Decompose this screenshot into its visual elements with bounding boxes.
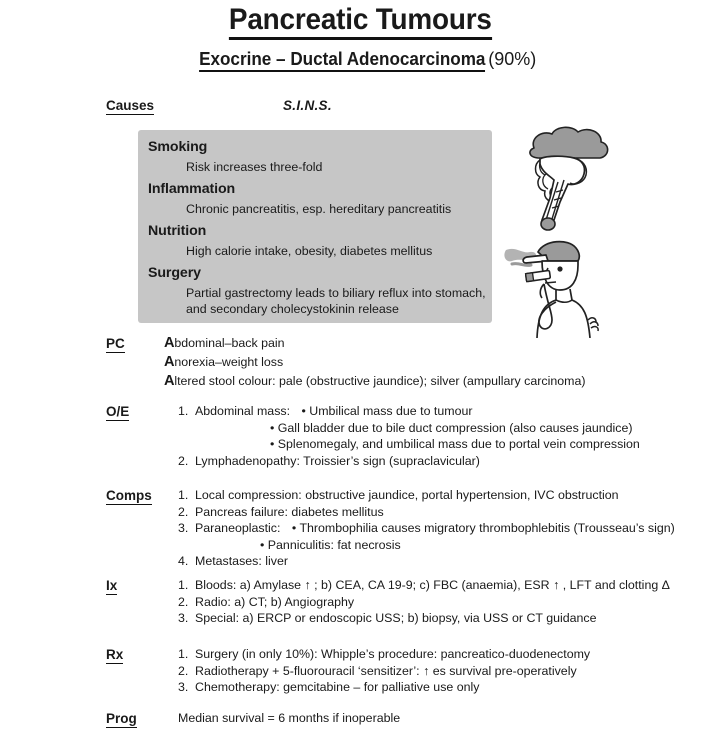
cause-head-inflammation: Inflammation bbox=[148, 181, 236, 197]
page-title-text: Pancreatic Tumours bbox=[229, 4, 492, 40]
prog-text: Median survival = 6 months if inoperable bbox=[178, 711, 401, 725]
smoking-finger-icon bbox=[516, 120, 618, 235]
comps-bullet-1: • Thrombophilia causes migratory thrombophlebitis (Trousseau’s sign) bbox=[291, 521, 675, 536]
pc-text-1: bdominal–back pain bbox=[174, 336, 285, 350]
pc-cap-3: A bbox=[164, 373, 175, 389]
oe-bullet-1: • Umbilical mass due to tumour bbox=[301, 404, 473, 418]
rx-item-2-number: 2. bbox=[178, 663, 189, 678]
oe-item-1-text: Abdominal mass: bbox=[195, 404, 291, 418]
cause-detail-surgery-1: Partial gastrectomy leads to biliary reflux into stomach, bbox=[186, 286, 486, 300]
subtitle-percent: (90%) bbox=[488, 49, 537, 69]
comps-item-3-number: 3. bbox=[178, 521, 189, 536]
cause-head-surgery: Surgery bbox=[148, 265, 201, 281]
comps-item-3 bbox=[178, 520, 675, 537]
section-label-causes: Causes bbox=[106, 98, 155, 113]
oe-item-1 bbox=[178, 403, 640, 420]
comps-item-2-text: Pancreas failure: diabetes mellitus bbox=[195, 504, 384, 519]
comps-content bbox=[178, 487, 675, 570]
section-label-pc: PC bbox=[106, 336, 125, 351]
comps-item-2 bbox=[178, 504, 675, 521]
comps-item-4 bbox=[178, 553, 675, 570]
comps-item-1-text: Local compression: obstructive jaundice, portal hypertension, IVC obstruction bbox=[195, 488, 619, 502]
smoker-person-icon bbox=[498, 232, 610, 338]
subtitle-main: Exocrine – Ductal Adenocarcinoma bbox=[199, 50, 485, 72]
rx-item-2-text: Radiotherapy + 5-fluorouracil ‘sensitizer’: ↑ es survival pre-operatively bbox=[195, 663, 577, 678]
comps-item-4-number: 4. bbox=[178, 554, 189, 569]
ix-item-2-number: 2. bbox=[178, 594, 189, 609]
rx-item-3 bbox=[178, 679, 590, 696]
section-label-comps: Comps bbox=[106, 488, 152, 503]
pc-text-3: ltered stool colour: pale (obstructive jaundice); silver (ampullary carcinoma) bbox=[174, 374, 586, 388]
cause-detail-surgery-2: and secondary cholecystokinin release bbox=[186, 302, 399, 316]
ix-item-1-number: 1. bbox=[178, 578, 189, 592]
prog-content bbox=[178, 710, 400, 727]
ix-item-3-text: Special: a) ERCP or endoscopic USS; b) biopsy, via USS or CT guidance bbox=[195, 611, 597, 626]
section-label-ix: Ix bbox=[106, 578, 118, 593]
pc-cap-1: A bbox=[164, 335, 175, 351]
ix-item-1 bbox=[178, 577, 670, 594]
rx-item-3-text: Chemotherapy: gemcitabine – for palliative use only bbox=[195, 680, 480, 695]
comps-item-4-text: Metastases: liver bbox=[195, 554, 288, 569]
oe-item-2 bbox=[178, 453, 640, 470]
comps-item-1 bbox=[178, 487, 675, 504]
ix-item-2-text: Radio: a) CT; b) Angiography bbox=[195, 594, 355, 609]
rx-item-2 bbox=[178, 663, 590, 680]
ix-item-3-number: 3. bbox=[178, 611, 189, 626]
cause-detail-smoking: Risk increases three-fold bbox=[186, 160, 323, 174]
causes-box bbox=[138, 130, 492, 323]
pc-content bbox=[164, 334, 585, 391]
pc-cap-2: A bbox=[164, 354, 175, 370]
oe-item-1-number: 1. bbox=[178, 404, 189, 418]
pc-text-2: norexia–weight loss bbox=[174, 355, 284, 369]
section-label-rx: Rx bbox=[106, 647, 124, 662]
oe-bullet-3: • Splenomegaly, and umbilical mass due to portal vein compression bbox=[270, 437, 640, 452]
cause-detail-inflammation: Chronic pancreatitis, esp. hereditary pancreatitis bbox=[186, 202, 452, 216]
cause-head-nutrition: Nutrition bbox=[148, 223, 207, 239]
rx-item-3-number: 3. bbox=[178, 680, 189, 695]
rx-content bbox=[178, 646, 590, 696]
cause-head-smoking: Smoking bbox=[148, 139, 208, 155]
pc-line-2 bbox=[164, 353, 585, 372]
oe-item-2-text: Lymphadenopathy: Troissier’s sign (supraclavicular) bbox=[195, 453, 480, 468]
ix-item-3 bbox=[178, 610, 670, 627]
causes-mnemonic: S.I.N.S. bbox=[283, 98, 332, 113]
pc-line-3 bbox=[164, 372, 585, 391]
section-label-oe: O/E bbox=[106, 404, 130, 419]
comps-item-2-number: 2. bbox=[178, 504, 189, 519]
ix-item-1-text: Bloods: a) Amylase ↑ ; b) CEA, CA 19-9; c) FBC (anaemia), ESR ↑ , LFT and clotting Δ bbox=[195, 578, 670, 592]
rx-item-1-text: Surgery (in only 10%): Whipple’s procedure: pancreatico-duodenectomy bbox=[195, 647, 591, 661]
subtitle bbox=[0, 50, 720, 72]
comps-item-1-number: 1. bbox=[178, 488, 189, 502]
comps-item-3-text: Paraneoplastic: bbox=[195, 521, 281, 536]
pc-line-1 bbox=[164, 334, 585, 353]
rx-item-1-number: 1. bbox=[178, 647, 189, 661]
oe-content bbox=[178, 403, 640, 469]
oe-bullet-2: • Gall bladder due to bile duct compression (also causes jaundice) bbox=[270, 420, 633, 435]
ix-item-2 bbox=[178, 594, 670, 611]
comps-bullet-2: • Panniculitis: fat necrosis bbox=[260, 537, 401, 552]
cause-detail-nutrition: High calorie intake, obesity, diabetes mellitus bbox=[186, 244, 433, 258]
page-title bbox=[0, 4, 720, 40]
oe-item-2-number: 2. bbox=[178, 453, 189, 468]
ix-content bbox=[178, 577, 670, 627]
rx-item-1 bbox=[178, 646, 590, 663]
section-label-prog: Prog bbox=[106, 711, 137, 726]
